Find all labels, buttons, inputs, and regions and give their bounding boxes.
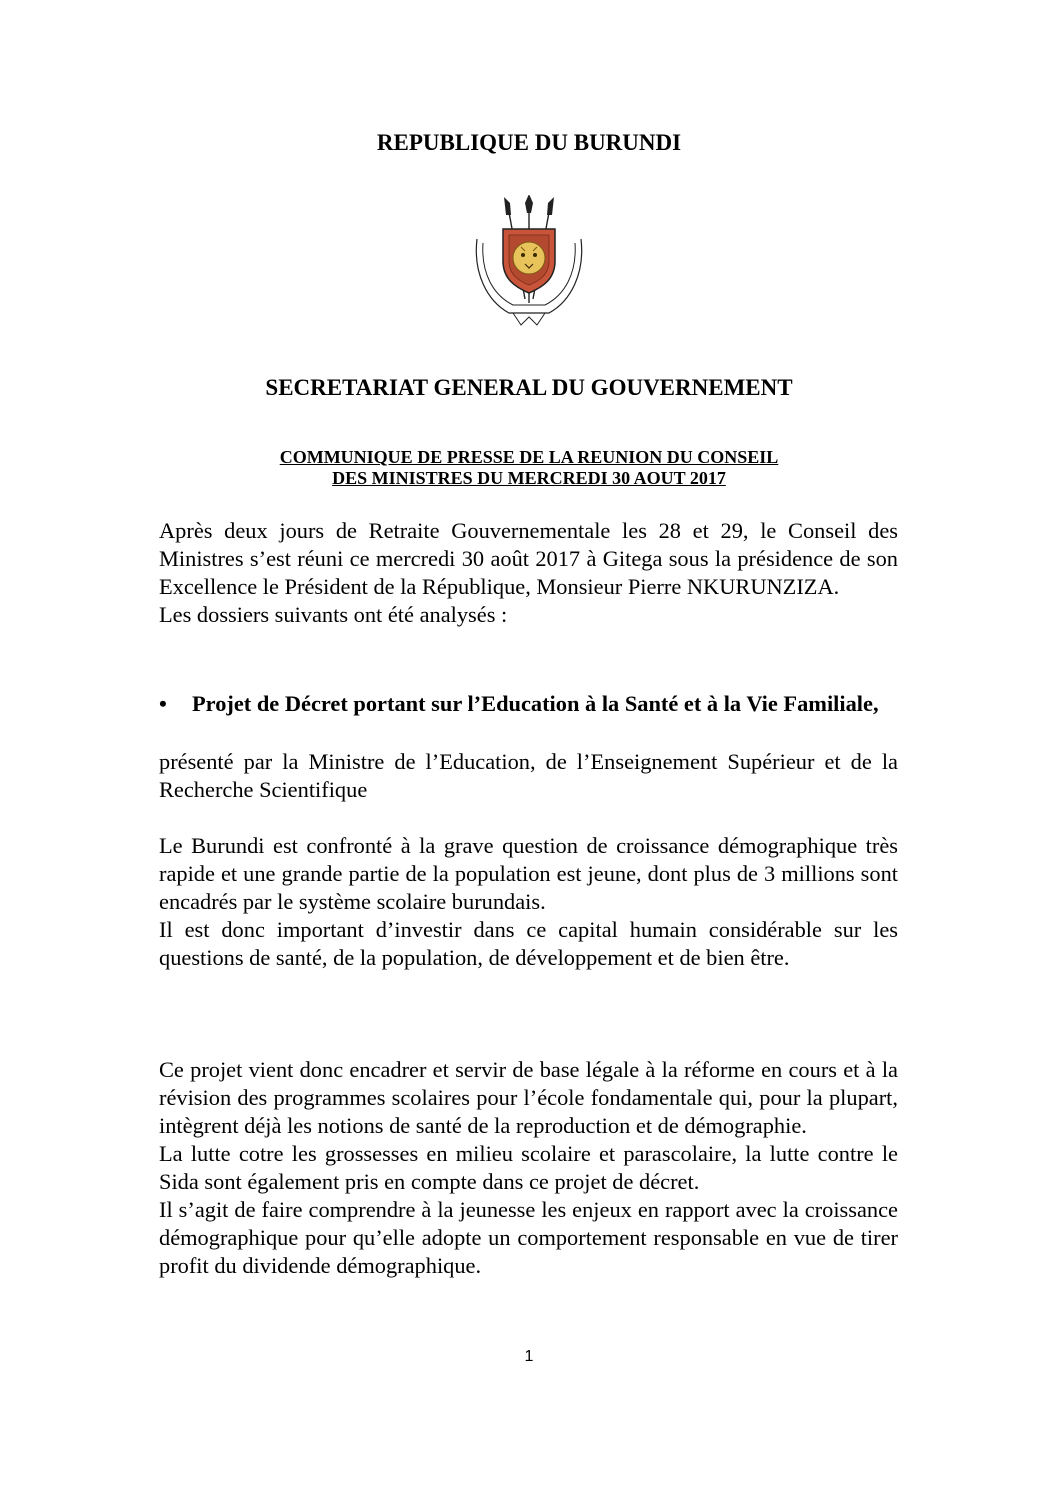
dossier-title: Projet de Décret portant sur l’Education à la Santé et à la Vie Familiale, [192,691,879,716]
project-paragraph-2: La lutte cotre les grossesses en milieu scolaire et parascolaire, la lutte contre le Sida sont également pris en compte dans ce projet de décret. [159,1141,898,1194]
intro-section [159,517,898,629]
dossier-title-item [159,690,898,718]
intro-paragraph: Après deux jours de Retraite Gouvernementale les 28 et 29, le Conseil des Ministres s’est réuni ce mercredi 30 août 2017 à Gitega sous la présidence de son Excellence le Président de la République, Monsieur Pierre NKURUNZIZA. [159,518,898,599]
communique-heading-line-1: COMMUNIQUE DE PRESSE DE LA REUNION DU CONSEIL [279,447,779,467]
dossier-context-section [159,832,898,972]
project-paragraph-1: Ce projet vient donc encadrer et servir de base légale à la réforme en cours et à la révision des programmes scolaires pour l’école fondamentale qui, pour la plupart, intègrent déjà les notions de santé de la reproduction et de démographie. [159,1057,898,1138]
dossier-project-section [159,1056,898,1280]
page-number: 1 [524,1348,534,1365]
country-title: REPUBLIQUE DU BURUNDI [376,130,682,155]
dossier-presenter: présenté par la Ministre de l’Education, de l’Enseignement Supérieur et de la Recherche Scientifique [159,749,898,802]
context-paragraph-2: Il est donc important d’investir dans ce capital humain considérable sur les questions de santé, de la population, de développement et de bien être. [159,917,898,970]
project-paragraph-3: Il s’agit de faire comprendre à la jeunesse les enjeux en rapport avec la croissance démographique pour qu’elle adopte un comportement responsable en vue de tirer profit du dividende démographique. [159,1197,898,1278]
dossiers-intro-line: Les dossiers suivants ont été analysés : [159,602,508,627]
secretariat-title: SECRETARIAT GENERAL DU GOUVERNEMENT [265,375,793,400]
burundi-coat-of-arms-icon [469,195,589,327]
communique-heading-line-2: DES MINISTRES DU MERCREDI 30 AOUT 2017 [332,468,726,488]
communique-heading [160,447,898,489]
bullet-icon: • [159,691,167,716]
context-paragraph-1: Le Burundi est confronté à la grave question de croissance démographique très rapide et une grande partie de la population est jeune, dont plus de 3 millions sont encadrés par le système scolaire burundais. [159,833,898,914]
